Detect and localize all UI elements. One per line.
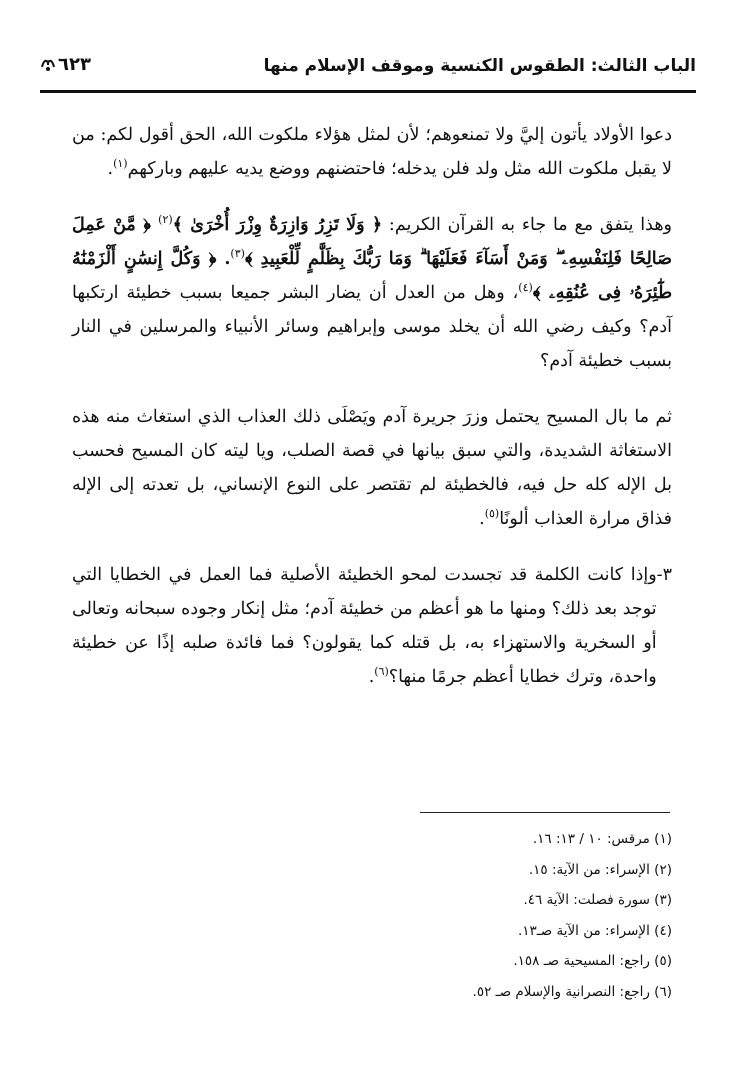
footnote-ref-4: (٤) [518, 281, 533, 295]
paragraph-1-end: . [107, 159, 114, 179]
header-divider [40, 90, 696, 93]
footnote-item: (٤) الإسراء: من الآية صـ١٣. [517, 922, 672, 939]
paragraph-1 [72, 118, 672, 186]
paragraph-3-end: . [479, 509, 485, 529]
footnote-item: (٦) راجع: النصرانية والإسلام صـ ٥٢. [472, 983, 672, 1000]
quran-verse-3: . ﴿ وَكُلَّ إِنسَٰنٍ أَلْزَمْنَٰهُ طَٰٓئِرَهُۥ فِى عُنُقِهِۦ ﴾ [72, 249, 673, 303]
quran-verse-1: ﴿ وَلَا تَزِرُ وَازِرَةٌ وِزْرَ أُخْرَىٰ ﴾ [172, 215, 383, 235]
numbered-point-3 [72, 558, 672, 694]
footnote-ref-6: (٦) [374, 665, 389, 679]
point-number: ٣- [656, 565, 672, 585]
main-text [72, 118, 672, 694]
paragraph-1-text: دعوا الأولاد يأتون إليَّ ولا تمنعوهم؛ لأن لمثل هؤلاء ملكوت الله، الحق أقول لكم: من لا يقبل ملكوت الله مثل ولد فلن يدخله؛ فاحتضنهم ووضع يديه عليهم وباركهم [72, 125, 672, 179]
footnote-divider [420, 812, 670, 813]
footnote-item: (١) مرقس: ١٠ / ١٣: ١٦. [532, 831, 672, 847]
paragraph-2-rest: ، وهل من العدل أن يضار البشر جميعا بسبب خطيئة ارتكبها آدم؟ وكيف رضي الله أن يخلد موسى وإبراهيم وسائر الأنبياء والمرسلين في النار بسبب خطيئة آدم؟ [72, 283, 672, 371]
point-text [72, 558, 657, 694]
paragraph-4-text: وإذا كانت الكلمة قد تجسدت لمحو الخطيئة الأصلية فما العمل في الخطايا التي توجد بعد ذلك؟ ومنها ما هو أعظم من خطيئة آدم؛ مثل إنكار وجوده سبحانه وتعالى أو السخرية والاستهزاء به، بل قتله كما يقولون؟ فما فائدة صلبه إذًا عن خطيئة واحدة، وترك خطايا أعظم جرمًا منها؟ [72, 565, 657, 687]
quran-verse-2: ﴿ مَّنْ عَمِلَ صَالِحًا فَلِنَفْسِهِۦ ۖ وَمَنْ أَسَآءَ فَعَلَيْهَا ۗ وَمَا رَبُّكَ بِظَلَّٰمٍ لِّلْعَبِيدِ ﴾ [72, 215, 672, 269]
paragraph-2-intro: وهذا يتفق مع ما جاء به القرآن الكريم: [382, 215, 672, 235]
page-number: ٦٢٣ [58, 54, 91, 75]
paragraph-3-text: ثم ما بال المسيح يحتمل وزرَ جريرة آدم ويَصْلَى ذلك العذاب الذي استغاث منه هذه الاستغاثة الشديدة، والتي سبق بيانها في قصة الصلب، ويا ليته كان المسيح فحسب بل الإله كله حل فيه، فالخطيئة لم تقتصر على النوع الإنساني، بل تعدته إلى الإله فذاق مرارة العذاب ألونًا [72, 407, 672, 529]
footnote-ref-5: (٥) [484, 507, 500, 521]
paragraph-3 [72, 400, 672, 536]
footnote-ref-3: (٣) [230, 247, 245, 261]
footnote-ref-2: (٢) [158, 213, 173, 227]
footnote-item: (٢) الإسراء: من الآية: ١٥. [528, 861, 672, 878]
paragraph-4-end: . [368, 667, 375, 687]
paragraph-2 [72, 208, 672, 378]
page-number-block [40, 54, 91, 75]
footnote-item: (٣) سورة فصلت: الآية ٤٦. [523, 892, 672, 908]
footnotes [372, 824, 672, 1007]
chapter-title: الباب الثالث: الطقوس الكنسية وموقف الإسلام منها [263, 56, 696, 76]
footnote-ref-1: (١) [113, 157, 128, 171]
footnote-item: (٥) راجع: المسيحية صـ ١٥٨. [513, 953, 672, 969]
page-header [40, 48, 696, 92]
ornament-icon [40, 57, 56, 73]
